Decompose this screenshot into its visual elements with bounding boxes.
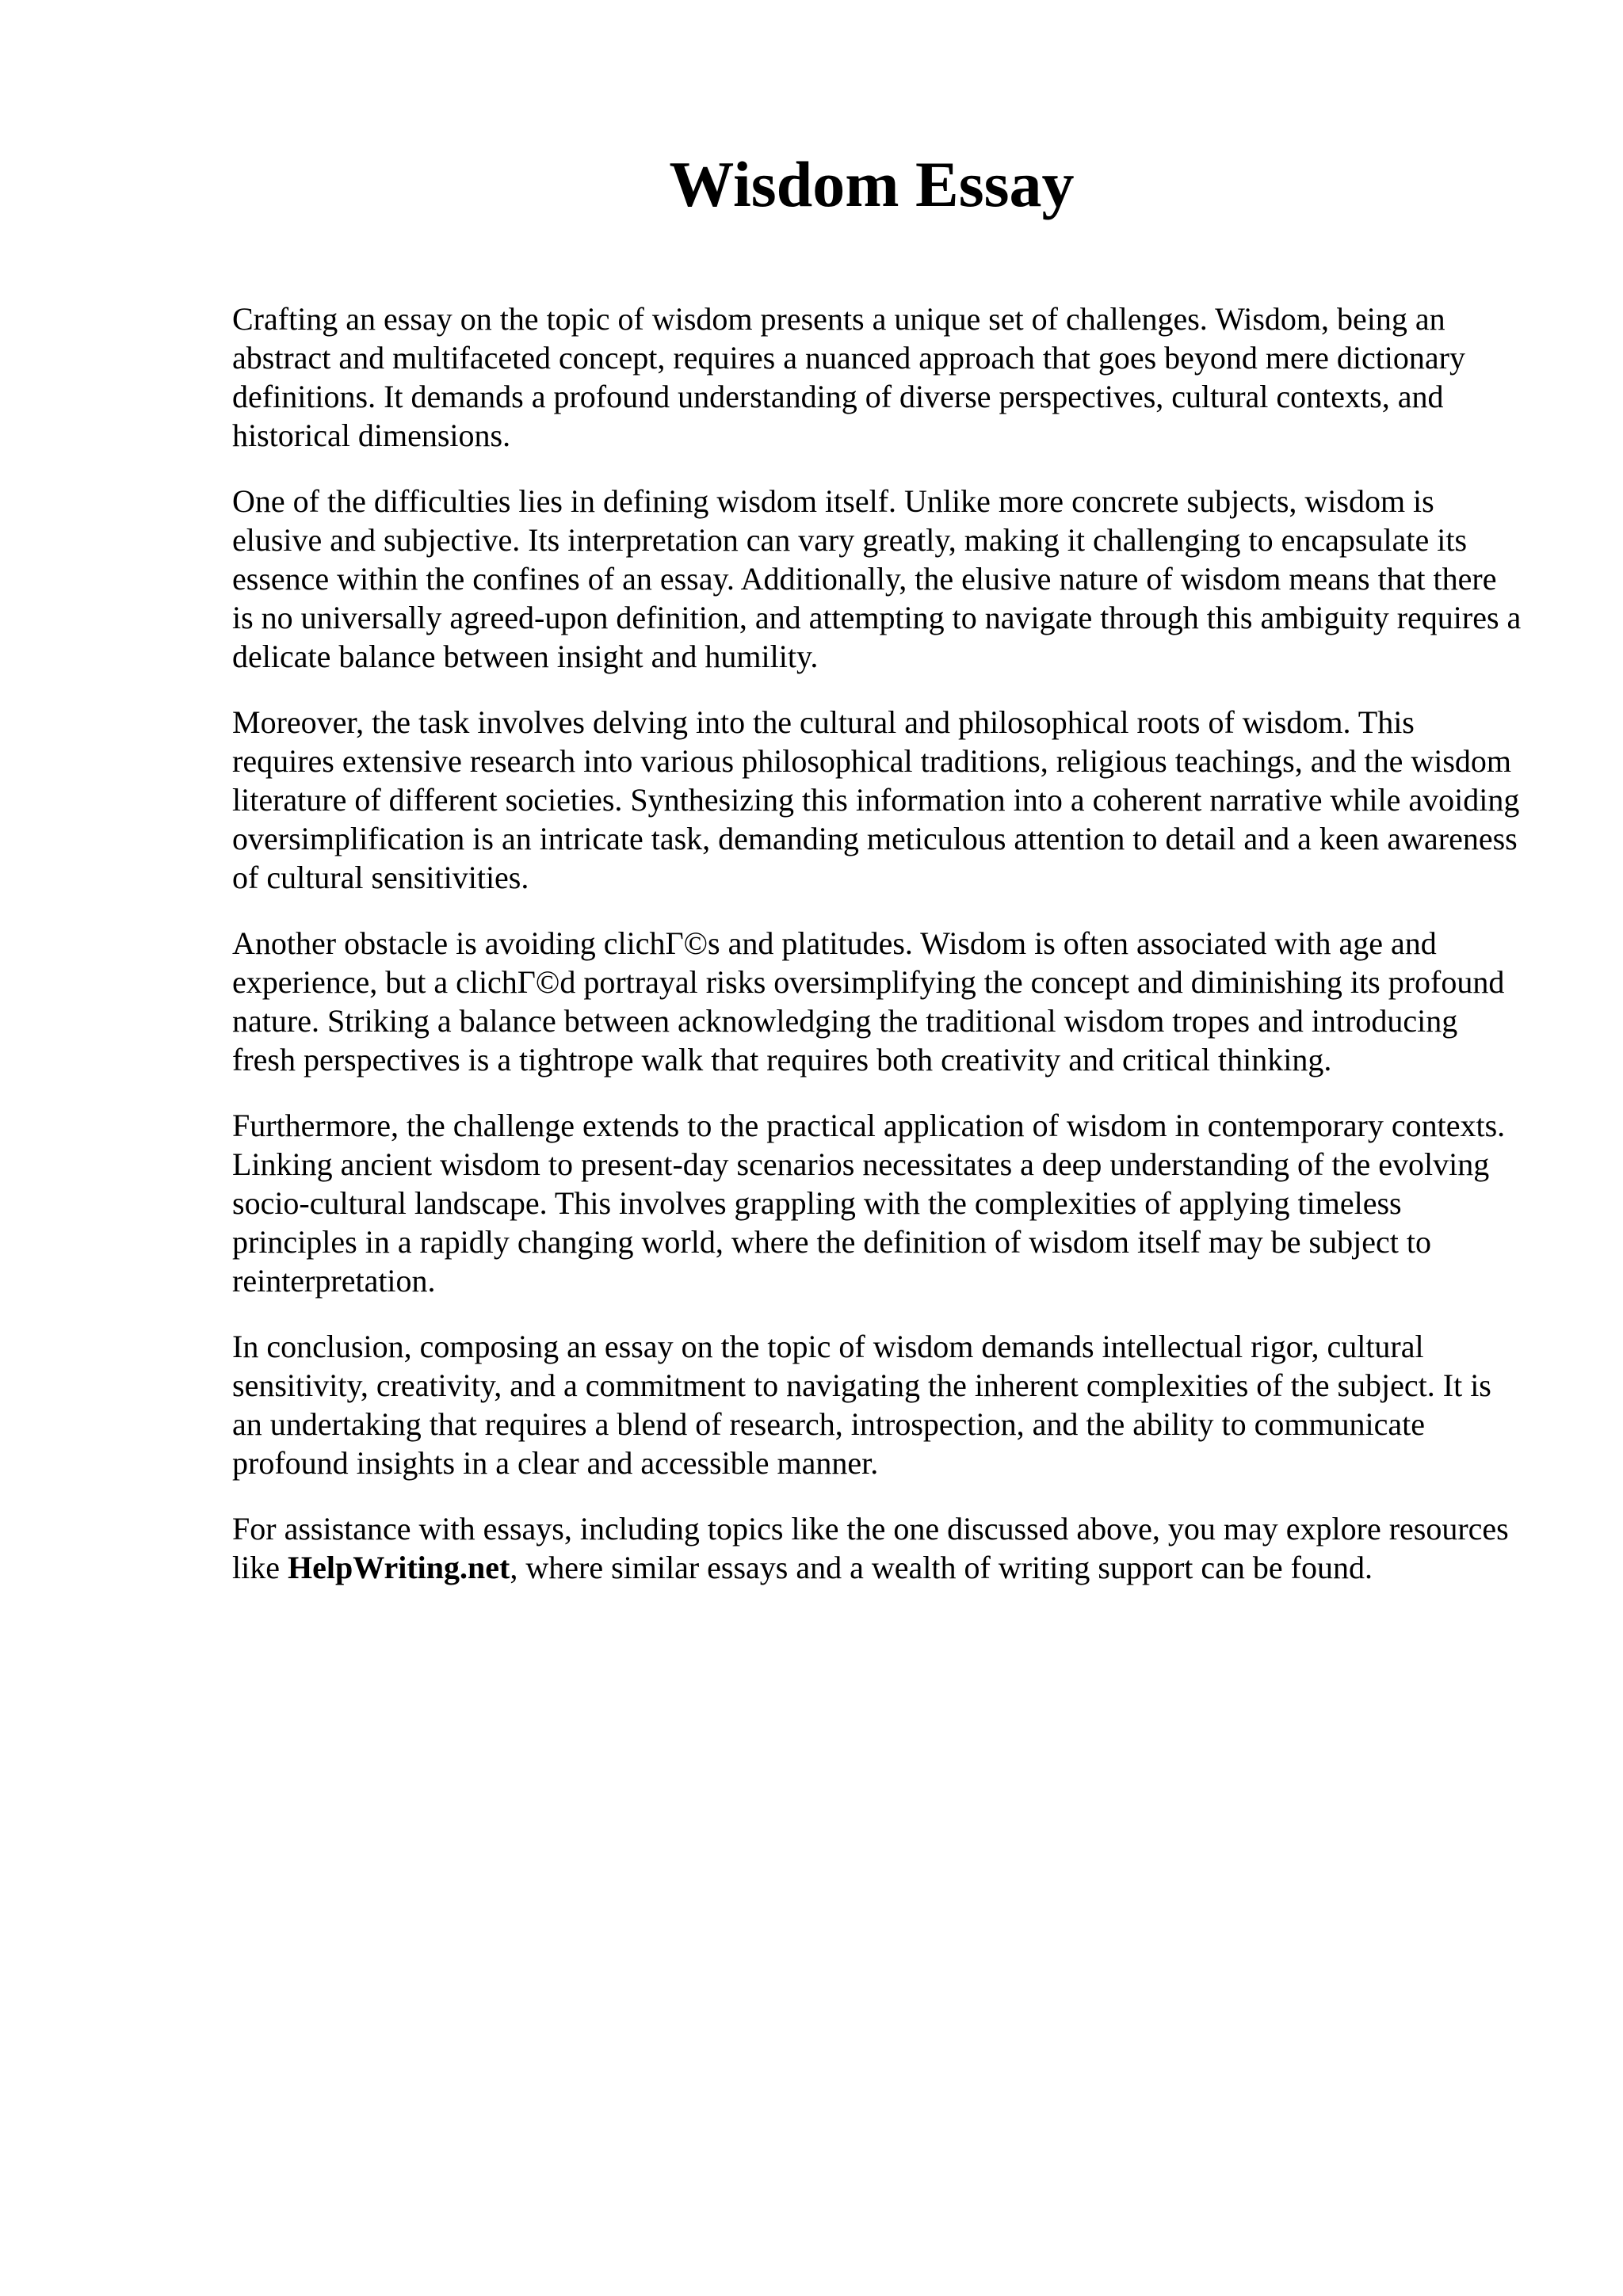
paragraph-1: Crafting an essay on the topic of wisdom presents a unique set of challenges. Wisdom, being an abstract and multifaceted concept, requires a nuanced approach that goes beyond mere dictionary definitions. It demands a profound understanding of diverse perspectives, cultural contexts, and historical dimensions.: [232, 301, 1465, 453]
paragraph-6: In conclusion, composing an essay on the topic of wisdom demands intellectual rigor, cultural sensitivity, creativity, and a commitment to navigating the inherent complexities of the subject. It is an undertaking that requires a blend of research, introspection, and the ability to communicate profound insights in a clear and accessible manner.: [232, 1329, 1491, 1481]
closing-text-after: , where similar essays and a wealth of writing support can be found.: [510, 1550, 1373, 1585]
paragraph-3: Moreover, the task involves delving into the cultural and philosophical roots of wisdom. This requires extensive research into various philosophical traditions, religious teachings, and the wisdom literature of different societies. Synthesizing this information into a coherent narrative while avoiding oversimplification is an intricate task, demanding meticulous attention to detail and a keen awareness of cultural sensitivities.: [232, 704, 1520, 895]
paragraph-4: Another obstacle is avoiding clichΓ©s and platitudes. Wisdom is often associated with age and experience, but a clichΓ©d portrayal risks oversimplifying the concept and diminishing its profound nature. Striking a balance between acknowledging the traditional wisdom tropes and introducing fresh perspectives is a tightrope walk that requires both creativity and critical thinking.: [232, 925, 1505, 1077]
document-body: [232, 299, 1524, 1614]
brand-name: HelpWriting.net: [287, 1550, 510, 1585]
closing-text-before: For assistance with essays, including topics like the one discussed above, you may explore resources like: [232, 1511, 1509, 1585]
paragraph-5: Furthermore, the challenge extends to the practical application of wisdom in contemporary contexts. Linking ancient wisdom to present-day scenarios necessitates a deep understanding of the evolving socio-cultural landscape. This involves grappling with the complexities of applying timeless principles in a rapidly changing world, where the definition of wisdom itself may be subject to reinterpretation.: [232, 1108, 1506, 1299]
closing-paragraph: [232, 1509, 1524, 1587]
document-title: Wisdom Essay: [669, 148, 1075, 220]
paragraph-2: One of the difficulties lies in defining wisdom itself. Unlike more concrete subjects, wisdom is elusive and subjective. Its interpretation can vary greatly, making it challenging to encapsulate its essence within the confines of an essay. Additionally, the elusive nature of wisdom means that there is no universally agreed-upon definition, and attempting to navigate through this ambiguity requires a delicate balance between insight and humility.: [232, 483, 1522, 674]
